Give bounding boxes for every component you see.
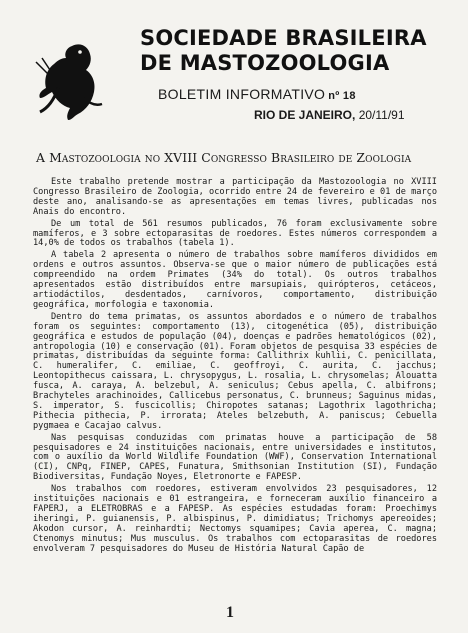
date: 20/11/91 xyxy=(358,108,405,122)
organization-name xyxy=(140,26,427,76)
page-number: 1 xyxy=(226,604,234,621)
mammal-silhouette-logo-icon xyxy=(28,40,110,122)
bulletin-label: BOLETIM INFORMATIVO xyxy=(158,86,326,102)
org-line-2: DE MASTOZOOLOGIA xyxy=(140,51,390,75)
article-title: A Mastozoologia no XVIII Congresso Brasileiro de Zoologia xyxy=(36,150,412,165)
bulletin-title xyxy=(158,86,356,102)
paragraph: A tabela 2 apresenta o número de trabalhos sobre mamíferos divididos em ordens e outros assuntos. Observa-se que o maior número de publicações está compreendido na ordem Primates (34% do total). Os outros trabalhos apresentados estão distribuídos entre marsupiais, quirópteros, cetáceos, artiodáctilos, desdentados, carnívoros, comportamento, distribuição geográfica, morfologia e taxonomia. xyxy=(33,250,437,310)
paragraph: Dentro do tema primatas, os assuntos abordados e o número de trabalhos foram os seguintes: comportamento (13), citogenética (05), distribuição geográfica e estudos de população (04), doenças e padrões hematológicos (02), antropologia (10) e conservação (01). Foram objetos de pesquisa 33 espécies de primatas, distribuídas da seguinte forma: Callithrix kuhlii, C. penicillata, C. humeralifer, C. emiliae, C. geoffroyi, C. aurita, C. jacchus; Leontopithecus caissara, L. chrysopygus, L. rosalia, L. chrysomelas; Alouatta fusca, A. caraya, A. belzebul, A. seniculus; Cebus apella, C. albifrons; Brachyteles arachinoides, Callicebus personatus, C. brunneus; Saguinus midas, S. imperator, S. fuscicollis; Chiropotes satanas; Lagothrix lagothricha; Pithecia pithecia, P. irrorata; Ateles belzebuth, A. paniscus; Cebuella pygmaea e Cacajao calvus. xyxy=(33,311,437,431)
paragraph: De um total de 561 resumos publicados, 76 foram exclusivamente sobre mamíferos, e 3 sobre ectoparasitas de roedores. Estes números correspondem a 14,0% de todos os trabalhos (tabela 1). xyxy=(33,218,437,249)
paragraph: Nas pesquisas conduzidas com primatas houve a participação de 58 pesquisadores e 24 instituições nacionais, entre universidades e institutos, com o auxílio da World Wildlife Foundation (WWF), Conservation International (CI), CNPq, FINEP, CAPES, Funatura, Smithsonian Institution (SI), Fundação Biodiversitas, Fundação Noyes, Eletronorte e FAPESP. xyxy=(33,432,437,483)
city: RIO DE JANEIRO, xyxy=(254,108,356,122)
paragraph: Nos trabalhos com roedores, estiveram envolvidos 23 pesquisadores, 12 instituições nacionais e 01 estrangeira, e forneceram auxílio financeiro a FAPERJ, a ELETROBRAS e a FAPESP. As espécies estudadas foram: Proechimys iheringi, P. guianensis, P. albispinus, P. dimidiatus; Trichomys apereoides; Akodon cursor, A. reinhardti; Nectomys squamipes; Cavia aperea, C. magna; Ctenomys minutus; Mus musculus. Os trabalhos com ectoparasitas de roedores envolveram 7 pesquisadores do Museu de História Natural Capão de xyxy=(33,484,437,554)
article-body xyxy=(33,178,437,557)
org-line-1: SOCIEDADE BRASILEIRA xyxy=(140,26,427,50)
bulletin-number: nº 18 xyxy=(328,90,356,102)
place-and-date xyxy=(254,108,405,122)
paragraph: Este trabalho pretende mostrar a participação da Mastozoologia no XVIII Congresso Brasileiro de Zoologia, ocorrido entre 24 de fevereiro e 01 de março deste ano, analisando-se as apresentações em temas livres, publicadas nos Anais do encontro. xyxy=(33,177,437,217)
